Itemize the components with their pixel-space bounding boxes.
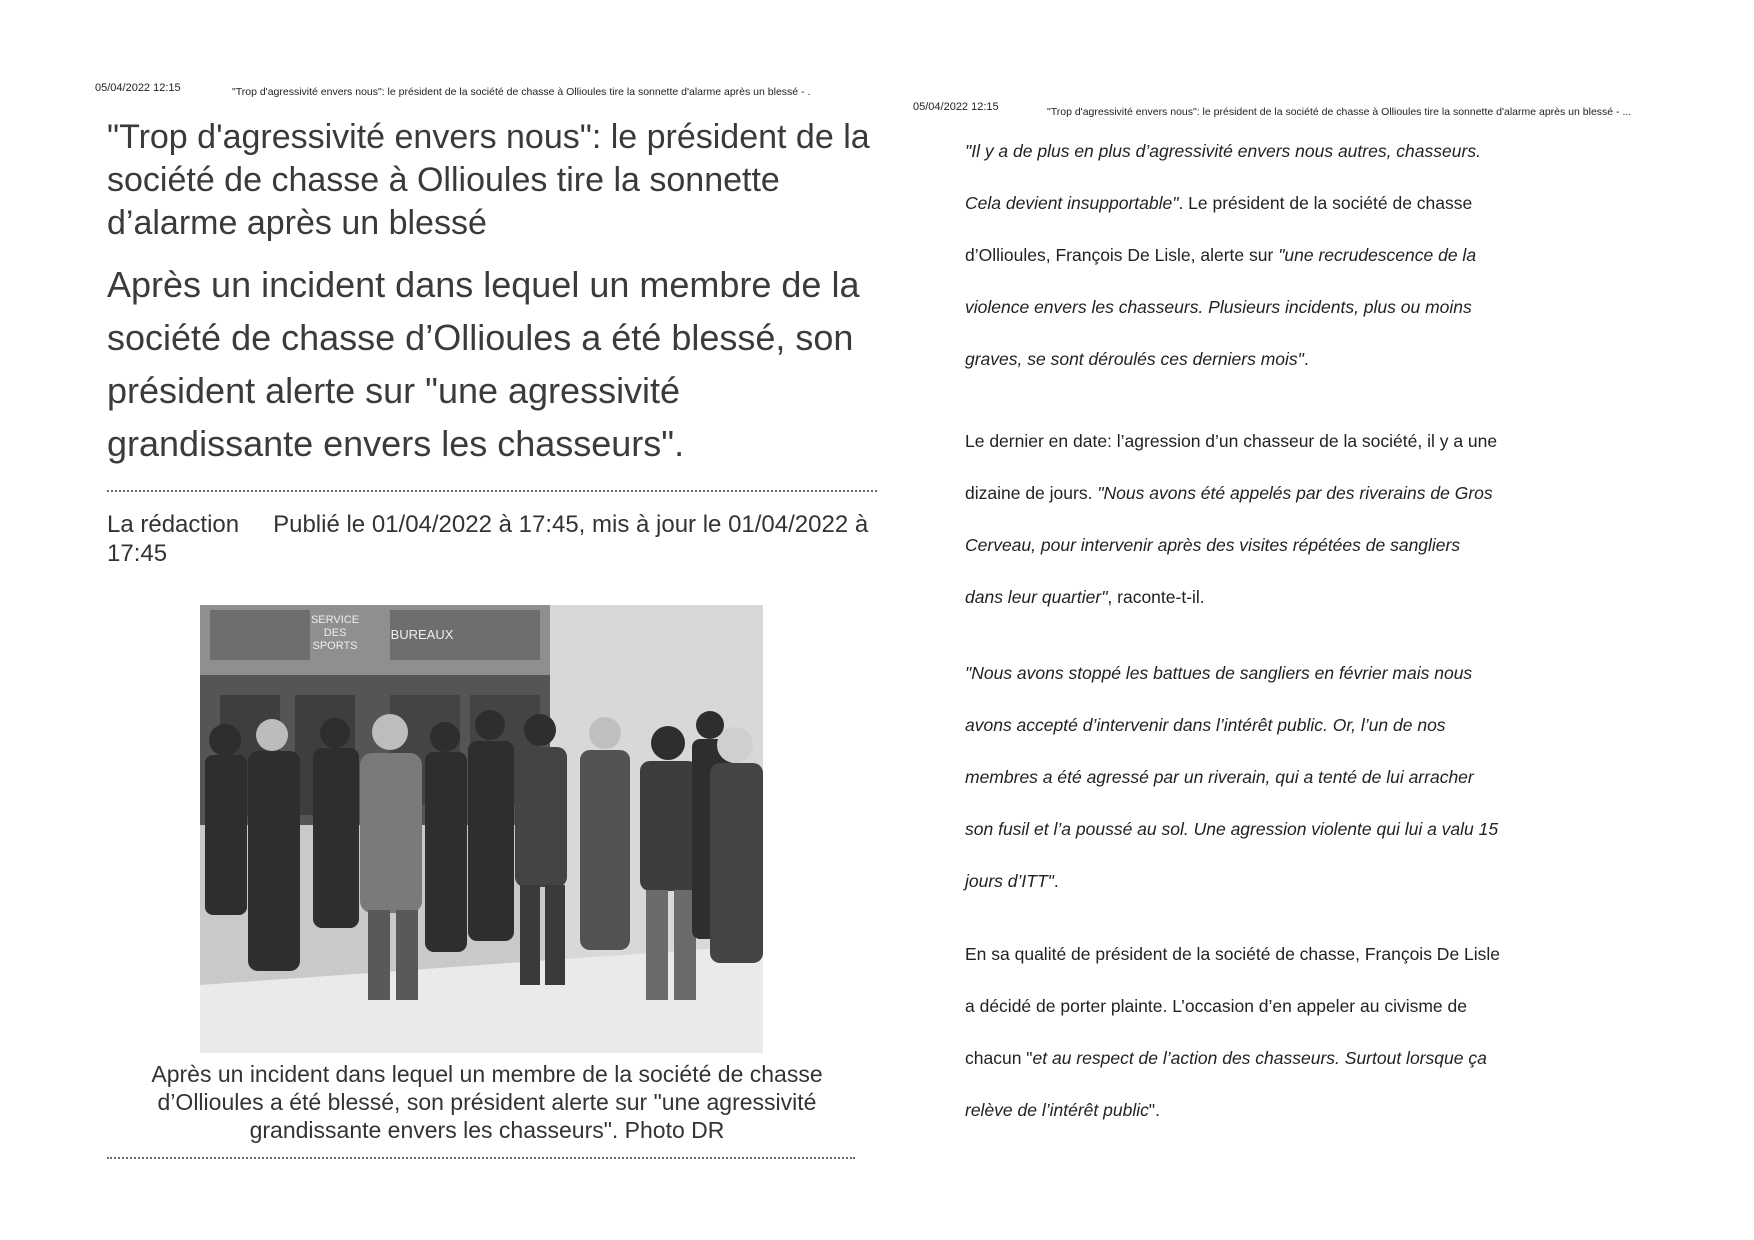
article-headline: "Trop d'agressivité envers nous": le président de la société de chasse à Ollioules tire la sonnette d’alarme après un blessé bbox=[107, 118, 870, 242]
body-text: , raconte-t-il. bbox=[1107, 587, 1205, 607]
article-photo bbox=[200, 605, 763, 1053]
article-lede: Après un incident dans lequel un membre de la société de chasse d’Ollioules a été blessé, son président alerte sur "une agressivité grandissante envers les chasseurs". bbox=[107, 264, 860, 464]
italic-quote: "une recrudescence de la bbox=[1278, 245, 1477, 265]
italic-quote: et au respect de l’action des chasseurs. Surtout lorsque ça bbox=[1032, 1048, 1487, 1068]
photo-caption: Après un incident dans lequel un membre de la société de chasse d’Ollioules a été blessé, son président alerte sur "une agressivité grandissante envers les chasseurs". Photo DR bbox=[151, 1061, 823, 1143]
body-line bbox=[965, 415, 1585, 467]
italic-quote: Cerveau, pour intervenir après des visites répétées de sangliers bbox=[965, 535, 1461, 555]
body-line bbox=[965, 647, 1585, 699]
body-text: . bbox=[1053, 871, 1059, 891]
body-text: En sa qualité de président de la société de chasse, François De Lisle bbox=[965, 944, 1501, 964]
body-line bbox=[965, 699, 1585, 751]
body-text: d’Ollioules, François De Lisle, alerte sur bbox=[965, 245, 1279, 265]
body-text: dizaine de jours. bbox=[965, 483, 1098, 503]
body-line bbox=[965, 571, 1585, 623]
divider-bottom bbox=[107, 1157, 855, 1159]
publish-date: Publié le 01/04/2022 à 17:45, mis à jour le 01/04/2022 à 17:45 bbox=[107, 511, 869, 567]
italic-quote: Cela devient insupportable" bbox=[965, 193, 1179, 213]
body-line bbox=[965, 229, 1585, 281]
print-header-date: 05/04/2022 12:15 bbox=[95, 82, 181, 94]
sign-bureaux: BUREAUX bbox=[390, 627, 454, 642]
italic-quote: avons accepté d’intervenir dans l’intérêt public. Or, l’un de nos bbox=[965, 715, 1446, 735]
italic-quote: relève de l’intérêt public bbox=[965, 1100, 1149, 1120]
body-paragraph bbox=[965, 928, 1585, 1136]
sign1-line3: SPORTS bbox=[312, 640, 358, 652]
italic-quote: jours d’ITT" bbox=[965, 871, 1054, 891]
author: La rédaction bbox=[107, 511, 240, 538]
sign1-line1: SERVICE bbox=[310, 614, 360, 626]
body-line bbox=[965, 1084, 1585, 1136]
body-text: ". bbox=[1148, 1100, 1160, 1120]
body-text: a décidé de porter plainte. L’occasion d’en appeler au civisme de bbox=[965, 996, 1467, 1016]
body-line bbox=[965, 855, 1585, 907]
body-line bbox=[965, 980, 1585, 1032]
body-line bbox=[965, 281, 1585, 333]
body-line bbox=[965, 1032, 1585, 1084]
print-header-title-right: "Trop d'agressivité envers nous": le président de la société de chasse à Ollioules tire la sonnette d'alarme après un blessé - ... bbox=[1047, 106, 1632, 118]
print-header-date-right: 05/04/2022 12:15 bbox=[913, 101, 999, 113]
body-line bbox=[965, 519, 1585, 571]
byline bbox=[107, 510, 887, 568]
body-paragraph bbox=[965, 647, 1585, 907]
italic-quote: "Il y a de plus en plus d’agressivité envers nous autres, chasseurs. bbox=[965, 141, 1481, 161]
italic-quote: son fusil et l’a poussé au sol. Une agression violente qui lui a valu 15 bbox=[965, 819, 1499, 839]
italic-quote: "Nous avons stoppé les battues de sangliers en février mais nous bbox=[965, 663, 1473, 683]
body-text: . bbox=[1303, 349, 1309, 369]
body-paragraph bbox=[965, 415, 1585, 623]
italic-quote: "Nous avons été appelés par des riverains de Gros bbox=[1097, 483, 1493, 503]
body-text: Le dernier en date: l’agression d’un chasseur de la société, il y a une bbox=[965, 431, 1498, 451]
body-line bbox=[965, 333, 1585, 385]
body-paragraph bbox=[965, 125, 1585, 385]
body-line bbox=[965, 125, 1585, 177]
body-line bbox=[965, 803, 1585, 855]
sign1-line2: DES bbox=[323, 627, 347, 639]
body-line bbox=[965, 177, 1585, 229]
italic-quote: graves, se sont déroulés ces derniers mois" bbox=[965, 349, 1304, 369]
body-line bbox=[965, 928, 1585, 980]
body-text: . Le président de la société de chasse bbox=[1178, 193, 1473, 213]
italic-quote: dans leur quartier" bbox=[965, 587, 1108, 607]
body-line bbox=[965, 467, 1585, 519]
body-line bbox=[965, 751, 1585, 803]
italic-quote: violence envers les chasseurs. Plusieurs incidents, plus ou moins bbox=[965, 297, 1472, 317]
print-header-title: "Trop d'agressivité envers nous": le président de la société de chasse à Ollioules tire la sonnette d'alarme après un blessé - . bbox=[232, 86, 811, 98]
body-text: chacun " bbox=[965, 1048, 1033, 1068]
italic-quote: membres a été agressé par un riverain, qui a tenté de lui arracher bbox=[965, 767, 1474, 787]
divider bbox=[107, 490, 877, 492]
